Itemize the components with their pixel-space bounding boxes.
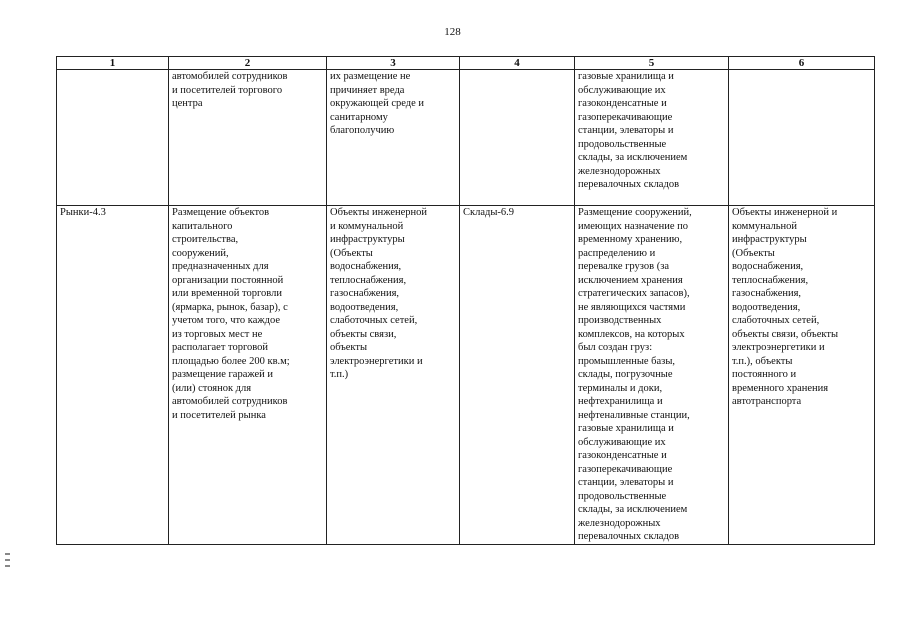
row-2-col-5: Размещение сооружений, имеющих назначение по временному хранению, распределению и перевалке грузов (за исключением хранения стратегических запасов), не являющихся частями производственных комплексов, на которых был создан груз: промышленные базы, склады, погрузочные терминалы и доки, нефтехранилища и нефтеналивные станции, газовые хранилища и обслуживающие их газоконденсатные и газоперекачивающие станции, элеваторы и продовольственные склады, за исключением железнодорожных перевалочных складов [575, 206, 729, 545]
regulations-table [56, 56, 875, 545]
header-row [57, 57, 875, 70]
row-2-col-6: Объекты инженерной и коммунальной инфраструктуры (Объекты водоснабжения, теплоснабжения, газоснабжения, водоотведения, слаботочных сетей, объекты связи, объекты электроэнергетики и т.п.), объекты постоянного и временного хранения автотранспорта [729, 206, 875, 545]
row-2-col-2: Размещение объектов капитального строительства, сооружений, предназначенных для организации постоянной или временной торговли (ярмарка, рынок, базар), с учетом того, что каждое из торговых мест не располагает торговой площадью более 200 кв.м; размещение гаражей и (или) стоянок для автомобилей сотрудников и посетителей рынка [169, 206, 327, 545]
column-header-5: 5 [575, 57, 729, 70]
row-2-col-3: Объекты инженерной и коммунальной инфраструктуры (Объекты водоснабжения, теплоснабжения, газоснабжения, водоотведения, слаботочных сетей, объекты связи, объекты электроэнергетики и т.п.) [327, 206, 460, 545]
column-header-3: 3 [327, 57, 460, 70]
scan-margin-mark [5, 553, 10, 581]
table-row [57, 206, 875, 545]
row-1-col-4 [460, 70, 575, 206]
column-header-2: 2 [169, 57, 327, 70]
row-1-col-2: автомобилей сотрудников и посетителей торгового центра [169, 70, 327, 206]
column-header-6: 6 [729, 57, 875, 70]
row-1-col-3: их размещение не причиняет вреда окружающей среде и санитарному благополучию [327, 70, 460, 206]
row-2-col-1: Рынки-4.3 [57, 206, 169, 545]
row-1-col-5: газовые хранилища и обслуживающие их газоконденсатные и газоперекачивающие станции, элеваторы и продовольственные склады, за исключением железнодорожных перевалочных складов [575, 70, 729, 206]
row-1-col-1 [57, 70, 169, 206]
table-row [57, 70, 875, 206]
row-2-col-4: Склады-6.9 [460, 206, 575, 545]
row-1-col-6 [729, 70, 875, 206]
column-header-1: 1 [57, 57, 169, 70]
column-header-4: 4 [460, 57, 575, 70]
page-number: 128 [444, 26, 461, 38]
